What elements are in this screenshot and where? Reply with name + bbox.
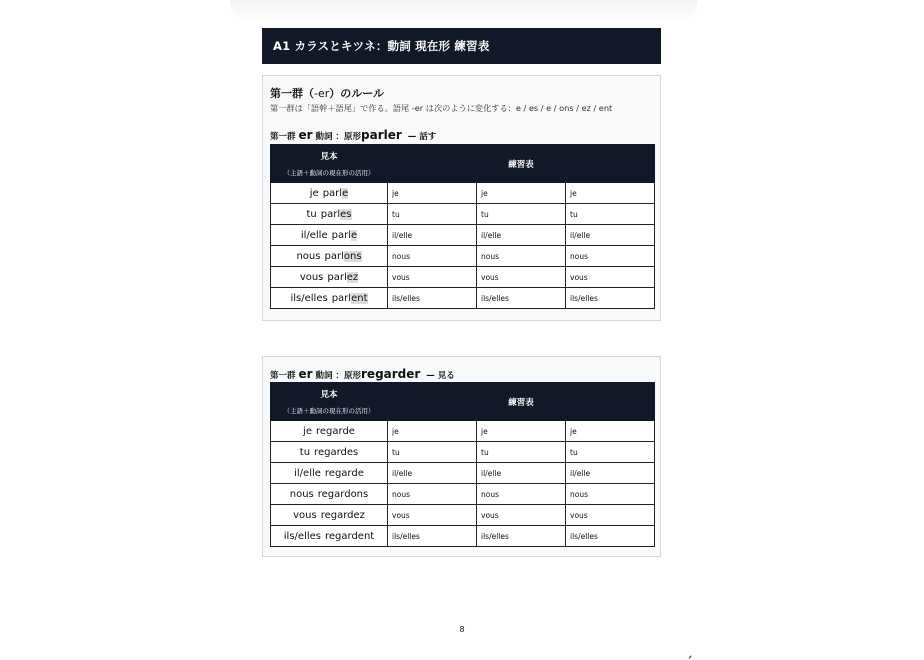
practice-column-header xyxy=(388,383,655,421)
page-top-shadow xyxy=(230,0,698,22)
sample-header-label: 見本 xyxy=(320,390,338,400)
stem: parl xyxy=(331,292,352,304)
page-title xyxy=(262,28,661,64)
stem: parl xyxy=(327,271,347,283)
practice-cell[interactable]: vous xyxy=(477,267,566,288)
verb-meaning: 見る xyxy=(437,371,455,381)
practice-cell[interactable]: tu xyxy=(477,204,566,225)
stem: parl xyxy=(320,208,341,220)
practice-cell[interactable]: tu xyxy=(388,442,477,463)
practice-cell[interactable]: je xyxy=(388,183,477,204)
verb-meaning: 話す xyxy=(419,132,437,142)
practice-cell[interactable]: je xyxy=(388,421,477,442)
sample-cell xyxy=(271,442,388,463)
sample-cell xyxy=(271,246,388,267)
practice-cell[interactable]: vous xyxy=(566,267,655,288)
sample-header-sub: （主語＋動詞の現在形の活用） xyxy=(283,169,375,177)
rule-panel xyxy=(262,75,661,321)
conjugation-table-parler xyxy=(270,144,655,309)
practice-cell[interactable]: vous xyxy=(477,505,566,526)
table-row xyxy=(271,288,655,309)
table-row xyxy=(271,526,655,547)
infinitive: regarder xyxy=(361,367,421,381)
sample-cell xyxy=(271,225,388,246)
practice-cell[interactable]: nous xyxy=(566,246,655,267)
practice-cell[interactable]: je xyxy=(566,421,655,442)
practice-cell[interactable]: ils/elles xyxy=(388,526,477,547)
sample-cell xyxy=(271,484,388,505)
stem: parl xyxy=(331,229,351,241)
table-row xyxy=(271,183,655,204)
table-row xyxy=(271,246,655,267)
ending-highlight: ent xyxy=(351,292,368,304)
verb-form: regardent xyxy=(325,530,375,542)
subject: nous xyxy=(296,250,321,262)
verb-er: er xyxy=(298,367,313,381)
practice-cell[interactable]: nous xyxy=(566,484,655,505)
sample-cell xyxy=(271,204,388,225)
table-row xyxy=(271,267,655,288)
practice-cell[interactable]: il/elle xyxy=(388,463,477,484)
practice-cell[interactable]: nous xyxy=(477,246,566,267)
practice-cell[interactable]: tu xyxy=(388,204,477,225)
verb-form: regardes xyxy=(314,446,359,458)
subject: ils/elles xyxy=(283,530,321,542)
stem: parl xyxy=(322,187,343,199)
verb-form: regarde xyxy=(315,425,355,437)
ending-highlight: ez xyxy=(346,271,359,283)
subject: ils/elles xyxy=(290,292,328,304)
subject: je xyxy=(309,187,319,199)
sample-cell xyxy=(271,526,388,547)
practice-cell[interactable]: je xyxy=(477,421,566,442)
ending-highlight: e xyxy=(351,229,358,241)
rule-heading-prefix: 第一群（ xyxy=(270,87,314,100)
practice-cell[interactable]: tu xyxy=(477,442,566,463)
verb-heading-regarder xyxy=(270,367,455,381)
sample-column-header xyxy=(271,383,388,421)
subject: il/elle xyxy=(294,467,321,479)
verb-er: er xyxy=(298,128,313,142)
conjugation-table-regarder xyxy=(270,382,655,547)
verb-word: 動詞 xyxy=(315,371,333,381)
sample-cell xyxy=(271,421,388,442)
practice-cell[interactable]: vous xyxy=(388,505,477,526)
subject: tu xyxy=(299,446,311,458)
table-row xyxy=(271,484,655,505)
table-row xyxy=(271,225,655,246)
table-row xyxy=(271,505,655,526)
subject: tu xyxy=(306,208,317,220)
subject: vous xyxy=(293,509,317,521)
ending-highlight: ons xyxy=(343,250,362,262)
practice-cell[interactable]: ils/elles xyxy=(477,526,566,547)
verb-form: regardez xyxy=(320,509,365,521)
sample-column-header xyxy=(271,145,388,183)
sample-cell xyxy=(271,463,388,484)
practice-header-label: 練習表 xyxy=(508,397,534,408)
rule-heading-suffix: ）のルール xyxy=(329,87,385,100)
sample-cell xyxy=(271,267,388,288)
practice-cell[interactable]: je xyxy=(566,183,655,204)
practice-cell[interactable]: il/elle xyxy=(388,225,477,246)
heading-dash: — xyxy=(426,371,435,381)
practice-cell[interactable]: nous xyxy=(477,484,566,505)
subject: vous xyxy=(299,271,324,283)
verb-heading-parler xyxy=(270,128,436,142)
ending-highlight: e xyxy=(342,187,349,199)
practice-cell[interactable]: ils/elles xyxy=(477,288,566,309)
rule-description: 第一群は「語幹＋語尾」で作る。語尾 -er は次のように変化する：e / es / e / ons / ez / ent xyxy=(270,103,613,113)
practice-cell[interactable]: tu xyxy=(566,204,655,225)
sample-cell xyxy=(271,183,388,204)
verb-word: 動詞 xyxy=(315,132,333,142)
practice-cell[interactable]: ils/elles xyxy=(566,526,655,547)
stem: parl xyxy=(324,250,344,262)
practice-cell[interactable]: il/elle xyxy=(566,463,655,484)
page-number: 8 xyxy=(459,625,465,634)
table-row xyxy=(271,442,655,463)
sample-cell xyxy=(271,505,388,526)
practice-cell[interactable]: il/elle xyxy=(566,225,655,246)
practice-cell[interactable]: vous xyxy=(566,505,655,526)
table-row xyxy=(271,421,655,442)
verb-group: 第一群 xyxy=(270,371,296,381)
rule-heading-er: -er xyxy=(314,87,330,100)
practice-header-label: 練習表 xyxy=(508,159,534,170)
table-row xyxy=(271,204,655,225)
page-title-text: A1 カラスとキツネ：動詞 現在形 練習表 xyxy=(273,39,490,53)
practice-cell[interactable]: je xyxy=(477,183,566,204)
heading-dash: — xyxy=(407,132,417,142)
verb-form: regardons xyxy=(317,488,369,500)
rule-heading xyxy=(270,85,384,101)
infinitive: parler xyxy=(361,128,402,142)
corner-curl-icon: ˏ xyxy=(686,643,693,659)
practice-cell[interactable]: il/elle xyxy=(477,225,566,246)
practice-cell[interactable]: tu xyxy=(566,442,655,463)
sample-cell xyxy=(271,288,388,309)
subject: nous xyxy=(289,488,314,500)
infinitive-label: ：原形 xyxy=(335,371,362,381)
practice-cell[interactable]: il/elle xyxy=(477,463,566,484)
subject: je xyxy=(303,425,312,437)
sample-header-label: 見本 xyxy=(320,152,338,162)
verb-group: 第一群 xyxy=(270,132,296,142)
regarder-panel xyxy=(262,356,661,557)
practice-cell[interactable]: ils/elles xyxy=(388,288,477,309)
table-row xyxy=(271,463,655,484)
ending-highlight: es xyxy=(340,208,352,220)
sample-header-sub: （主語＋動詞の現在形の活用） xyxy=(283,407,375,415)
practice-column-header xyxy=(388,145,655,183)
practice-cell[interactable]: nous xyxy=(388,246,477,267)
verb-form: regarde xyxy=(324,467,364,479)
practice-cell[interactable]: nous xyxy=(388,484,477,505)
practice-cell[interactable]: vous xyxy=(388,267,477,288)
subject: il/elle xyxy=(300,229,328,241)
infinitive-label: ：原形 xyxy=(335,132,362,142)
practice-cell[interactable]: ils/elles xyxy=(566,288,655,309)
